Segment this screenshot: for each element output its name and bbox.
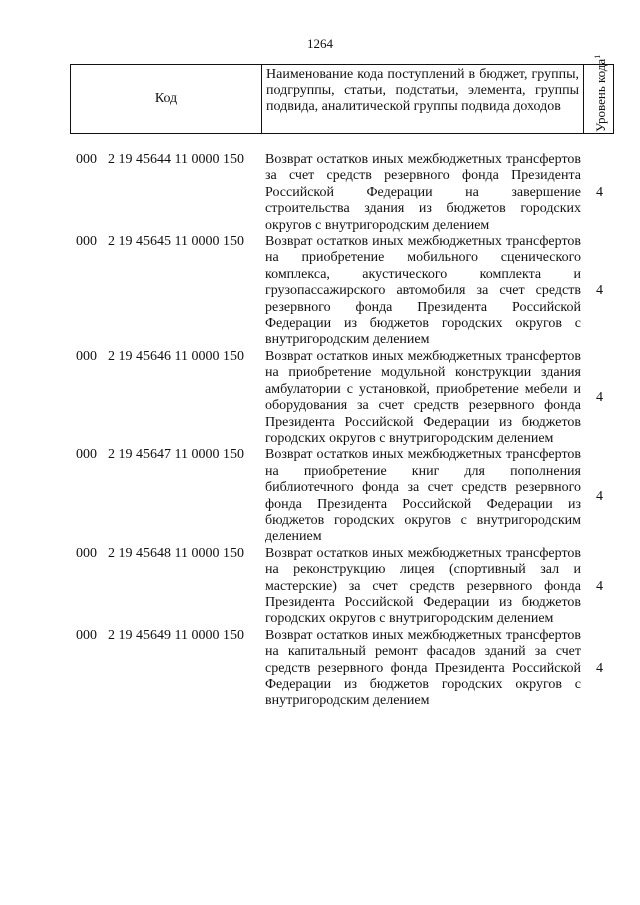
row-code: 2 19 45647 11 0000 150 — [108, 447, 244, 463]
row-level: 4 — [596, 488, 603, 504]
row-code: 2 19 45648 11 0000 150 — [108, 545, 244, 561]
row-level: 4 — [596, 578, 603, 594]
table-row — [0, 447, 640, 545]
row-code-prefix: 000 — [76, 545, 97, 561]
row-description: Возврат остатков иных межбюджетных трансфертов на приобретение книг для пополнения библиотечного фонда за счет средств резервного фонда Президента Российской Федерации из бюджетов городских округов с внутригородским делением — [265, 447, 581, 545]
row-code: 2 19 45644 11 0000 150 — [108, 152, 244, 167]
row-level: 4 — [596, 283, 603, 299]
header-level — [584, 54, 613, 133]
header-name: Наименование кода поступлений в бюджет, группы, подгруппы, статьи, подстатьи, элемента, группы подвида, аналитической группы подвида доходов — [262, 65, 584, 133]
table-row — [0, 234, 640, 349]
row-code-prefix: 000 — [76, 627, 97, 643]
row-code: 2 19 45649 11 0000 150 — [108, 627, 244, 643]
row-description: Возврат остатков иных межбюджетных трансфертов на реконструкцию лицея (спортивный зал и мастерские) за счет средств резервного фонда Президента Российской Федерации из бюджетов городских округов с внутригородским делением — [265, 545, 581, 627]
row-code: 2 19 45645 11 0000 150 — [108, 234, 244, 250]
table-row — [0, 152, 640, 234]
row-code-prefix: 000 — [76, 152, 97, 167]
row-description: Возврат остатков иных межбюджетных трансфертов на приобретение мобильного сценического комплекса, акустического комплекта и грузопассажирского автомобиля за счет средств резервного фонда Президента Российской Федерации из бюджетов городских округов с внутригородским делением — [265, 234, 581, 348]
row-level: 4 — [596, 660, 603, 676]
row-code-prefix: 000 — [76, 348, 97, 364]
table-row — [0, 349, 640, 447]
row-description: Возврат остатков иных межбюджетных трансфертов на капитальный ремонт фасадов зданий за счет средств резервного фонда Президента Российской Федерации из бюджетов городских округов с внутригородским делением — [265, 627, 581, 709]
header-level-text: Уровень кода — [592, 58, 608, 132]
page-number: 1264 — [307, 36, 333, 51]
header-level-footnote: 1 — [592, 54, 602, 59]
row-level: 4 — [596, 185, 603, 201]
table-row — [0, 546, 640, 628]
row-description: Возврат остатков иных межбюджетных трансфертов за счет средств резервного фонда Президента Российской Федерации на завершение строительства здания из бюджетов городских округов с внутригородским делением — [265, 152, 581, 233]
header-level-label — [590, 54, 608, 132]
table-body — [0, 152, 640, 710]
row-code-prefix: 000 — [76, 234, 97, 250]
header-code: Код — [71, 65, 262, 133]
table-row — [0, 628, 640, 710]
row-description: Возврат остатков иных межбюджетных трансфертов на приобретение модульной конструкции здания амбулатории с установкой, приобретение мебели и оборудования за счет средств резервного фонда Президента Российской Федерации из бюджетов городских округов с внутригородским делением — [265, 348, 581, 446]
row-code: 2 19 45646 11 0000 150 — [108, 348, 244, 364]
row-level: 4 — [596, 390, 603, 406]
row-code-prefix: 000 — [76, 447, 97, 463]
table-header — [70, 54, 614, 134]
